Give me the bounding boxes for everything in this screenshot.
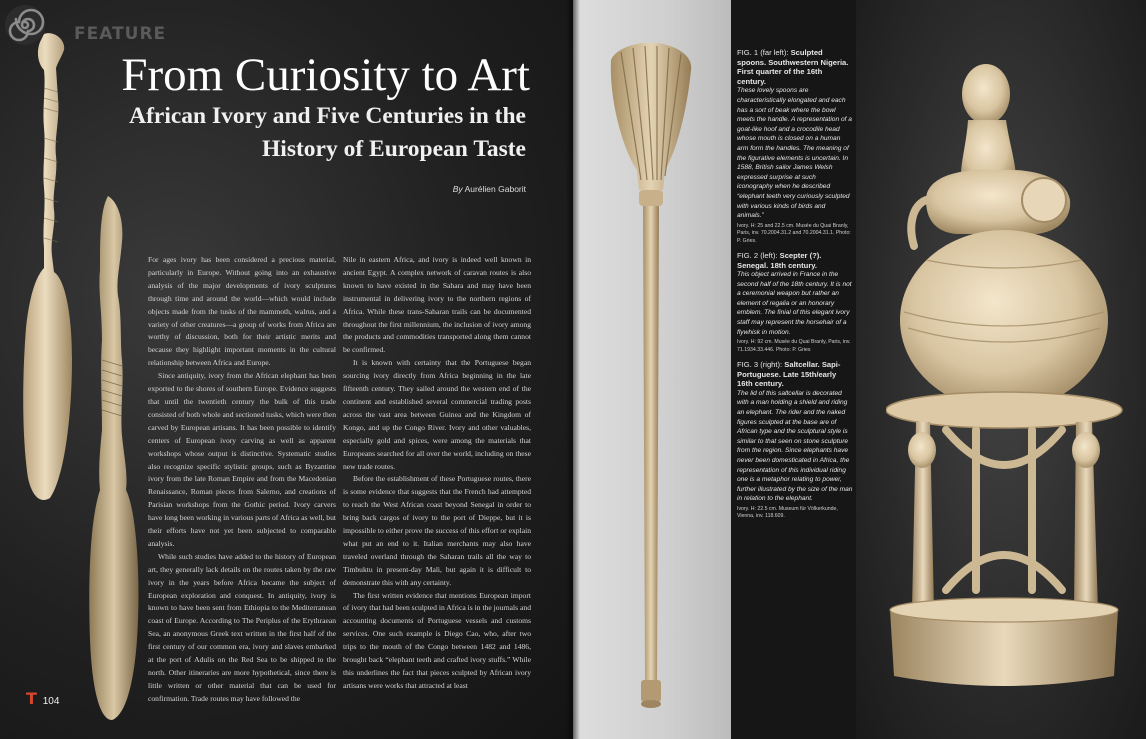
- caption-fig-label: FIG. 3 (right):: [737, 360, 783, 370]
- body-paragraph: It is known with certainty that the Portuguese began sourcing ivory directly from Africa beginning in the late fifteenth century. They sailed around the western end of the continent and established several commercial trading posts across the vast area between Guinea and the Kingdom of Kongo, and up the Congo River. Ivory and other valuables, especially gold and spices, were among the materials that Europeans searched for all over the world, including on these new trade routes.: [343, 358, 531, 471]
- page-number: 104: [42, 696, 60, 707]
- caption-title: Saltcellar. Sapi-Portuguese. Late 15th/early 16th century.: [737, 360, 841, 389]
- body-paragraph: For ages ivory has been considered a precious material, particularly in Europe. Without going into an exhaustive analysis of the major developments of ivory sculptures through time and around the world—which would include objects made from the tusks of the mammoth, walrus, and a variety of other creatures—a group of works from Africa are worthy of discussion, both for their artistic merits and because they highlight important moments in the cultural relationship between Africa and Europe.: [148, 255, 336, 368]
- right-page: [573, 0, 1146, 739]
- byline-author: Aurélien Gaborit: [464, 184, 526, 194]
- caption-description: These lovely spoons are characteristically elongated and each has a sort of beak where the bowl meets the handle. A representation of a goat-like hoof and a crocodile head whose mouth is closed on a human arm form the handles. The meaning of the figurative elements is uncertain. In 1588, British sailor James Welsh expressed surprise at such iconography when he described “elephant teeth very curiously sculpted with various kinds of birds and animals.”: [737, 87, 852, 220]
- caption-description: This object arrived in France in the second half of the 18th century. It is not a ceremonial weapon but rather an element of regalia or an honorary emblem. The finial of this elegant ivory staff may represent the horsehair of a flywhisk in motion.: [737, 271, 852, 336]
- article-title: From Curiosity to Art: [121, 49, 530, 101]
- body-paragraph: Since antiquity, ivory from the African elephant has been exported to the shores of southern Europe. Evidence suggests that until the twentieth century the bulk of this trade consisted of both whole and sectioned tusks, which were then carved by European artisans. It has been possible to identify centers of European ivory carving as well as apparent workshops whose output is distinctive. Systematic studies also recognize specific stylistic groups, such as Byzantine ivory from the late Roman Empire and from the Macedonian Renaissance, Roman pieces from Salerno, and creations of Parisian workshops from the Gothic period. Ivory carvers have long been working in various parts of Africa as well, but their efforts have not yet been subjected to comparable analysis.: [148, 371, 336, 548]
- figure-captions: [737, 48, 853, 527]
- caption-fig-3: [737, 360, 853, 521]
- page-folio: [26, 689, 59, 708]
- caption-fig-label: FIG. 1 (far left):: [737, 48, 789, 57]
- caption-credit: Ivory. H: 92 cm. Musée du Quai Branly, Paris, inv. 71.1934.33.446. Photo: P. Gries: [737, 339, 851, 353]
- body-paragraph: Nile in eastern Africa, and ivory is indeed well known in ancient Egypt. A complex network of caravan routes is also known to have existed in the Sahara and may have been instrumental in delivering ivory to the northern regions of Africa. While these trans-Saharan trails can be documented throughout the first millennium, the inclusion of ivory among the products and commodities transported along them cannot be confirmed.: [343, 255, 531, 355]
- ivory-spoon-1-image: [14, 28, 84, 508]
- article-subtitle: African Ivory and Five Centuries in the History of European Taste: [129, 103, 526, 162]
- caption-fig-label: FIG. 2 (left):: [737, 250, 778, 260]
- caption-title: Scepter (?). Senegal. 18th century.: [737, 250, 822, 270]
- body-paragraph: While such studies have added to the history of European art, they generally lack details on the routes taken by the raw ivory in the years before Africa became the subject of European exploration and conquest. In antiquity, ivory is known to have been sent from Ethiopia to the Mediterranean coast of Europe. According to The Periplus of the Erythraean Sea, an anonymous Greek text written in the first half of the first century of our common era, ivory and slaves embarked at the port of Adulis on the Red Sea to be shipped to the north. Other itineraries are more hypothetical, since there is little written or other material that can be used for confirmation. Trade routes may have followed the: [148, 551, 336, 703]
- ivory-scepter-image: [603, 40, 699, 715]
- section-label: FEATURE: [74, 24, 167, 44]
- caption-title: Sculpted spoons. Southwestern Nigeria. First quarter of the 16th century.: [737, 48, 849, 86]
- byline: [340, 184, 526, 194]
- scepter-photo-panel: [573, 0, 731, 739]
- caption-description: The lid of this saltcellar is decorated with a man holding a shield and riding an elephant. The rider and the naked figures sculpted at the base are of African type and the sculptural style is similar to that seen on stone sculpture from the region. Since elephants have never been domesticated in Africa, the representation of this individual riding one is a metaphor relating to power, further illustrated by the size of the man in relation to the elephant.: [737, 389, 853, 503]
- ivory-spoon-2-image: [76, 190, 148, 725]
- byline-prefix: By: [452, 184, 463, 194]
- saltcellar-photo-panel: [856, 0, 1146, 739]
- body-paragraph: Before the establishment of these Portuguese routes, there is some evidence that suggests that the French had attempted to reach the West African coast beyond Senegal in order to bring back cargos of ivory to the port of Dieppe, but it is impossible to either prove the success of this effort or explain what put an end to it. Italian merchants may also have traveled overland through the Saharan trails all the way to Timbuktu in present-day Mali, but again it is difficult to demonstrate this with any certainty.: [343, 474, 531, 587]
- body-column-1: [148, 254, 336, 706]
- body-column-2: [343, 254, 531, 693]
- body-paragraph: The first written evidence that mentions European import of ivory that had been sculpted in Africa is in the journals and accounting documents of Portuguese vessels and customs services. One such example is Diego Cao, who, after two trips to the mouth of the Congo between 1482 and 1486, brought back “elephant teeth and crafted ivory stuffs.” While this underlines the fact that pieces sculpted by African ivory artisans were works that attracted at least: [343, 590, 531, 690]
- ivory-saltcellar-image: [886, 50, 1126, 690]
- caption-fig-2: [737, 251, 853, 354]
- folio-mark: T: [26, 689, 37, 708]
- caption-credit: Ivory. H: 25 and 22.5 cm. Musée du Quai Branly, Paris, inv. 70.2004.31.2 and 70.2004.31.1. Photo: P. Gries.: [737, 222, 851, 244]
- caption-credit: Ivory. H: 22.5 cm. Museum für Völkerkunde, Vienna, inv. 118.609.: [737, 505, 838, 520]
- caption-fig-1: [737, 48, 853, 245]
